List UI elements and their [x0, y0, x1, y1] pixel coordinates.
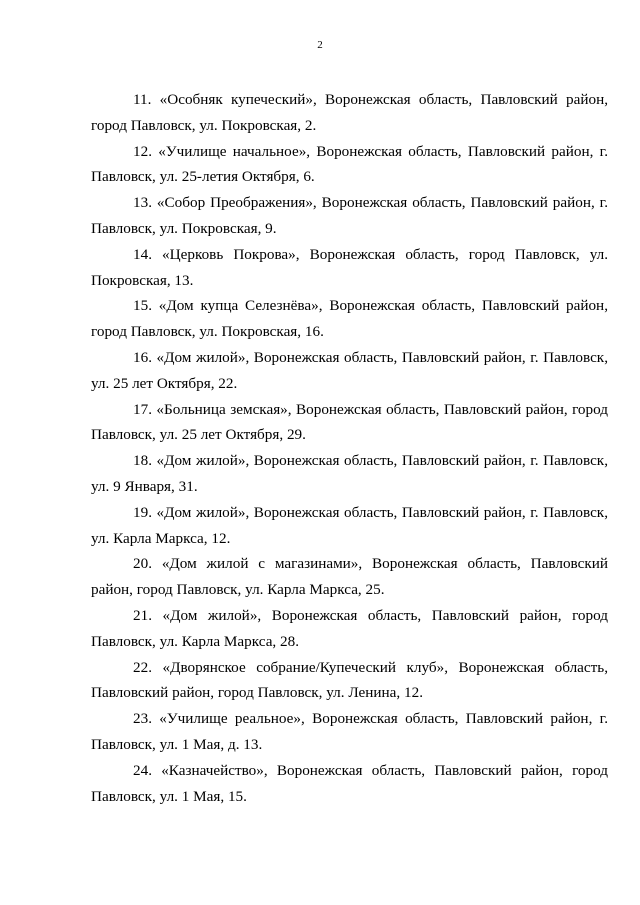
list-item: 16. «Дом жилой», Воронежская область, Павловский район, г. Павловск, ул. 25 лет Октября, 22.	[91, 348, 608, 392]
list-item: 23. «Училище реальное», Воронежская область, Павловский район, г. Павловск, ул. 1 Мая, д. 13.	[91, 710, 608, 753]
list-item: 20. «Дом жилой с магазинами», Воронежская область, Павловский район, город Павловск, ул. Карла Маркса, 25.	[91, 555, 608, 599]
list-item: 15. «Дом купца Селезнёва», Воронежская область, Павловский район, город Павловск, ул. Покровская, 16.	[91, 297, 608, 341]
list-item: 12. «Училище начальное», Воронежская область, Павловский район, г. Павловск, ул. 25-летия Октября, 6.	[91, 142, 608, 186]
list-item: 14. «Церковь Покрова», Воронежская область, город Павловск, ул. Покровская, 13.	[91, 245, 608, 289]
list-item: 13. «Собор Преображения», Воронежская область, Павловский район, г. Павловск, ул. Покровская, 9.	[91, 194, 608, 237]
list-item: 11. «Особняк купеческий», Воронежская область, Павловский район, город Павловск, ул. Покровская, 2.	[91, 91, 608, 134]
heritage-objects-list	[91, 87, 608, 809]
list-item: 17. «Больница земская», Воронежская область, Павловский район, город Павловск, ул. 25 лет Октября, 29.	[91, 400, 608, 444]
list-item: 18. «Дом жилой», Воронежская область, Павловский район, г. Павловск, ул. 9 Января, 31.	[91, 452, 608, 495]
list-item: 24. «Казначейство», Воронежская область, Павловский район, город Павловск, ул. 1 Мая, 15.	[91, 761, 608, 805]
list-item: 21. «Дом жилой», Воронежская область, Павловский район, город Павловск, ул. Карла Маркса, 28.	[91, 606, 608, 650]
list-item: 22. «Дворянское собрание/Купеческий клуб», Воронежская область, Павловский район, город Павловск, ул. Ленина, 12.	[91, 658, 608, 702]
page-number: 2	[317, 39, 323, 51]
list-item: 19. «Дом жилой», Воронежская область, Павловский район, г. Павловск, ул. Карла Маркса, 12.	[91, 503, 608, 547]
